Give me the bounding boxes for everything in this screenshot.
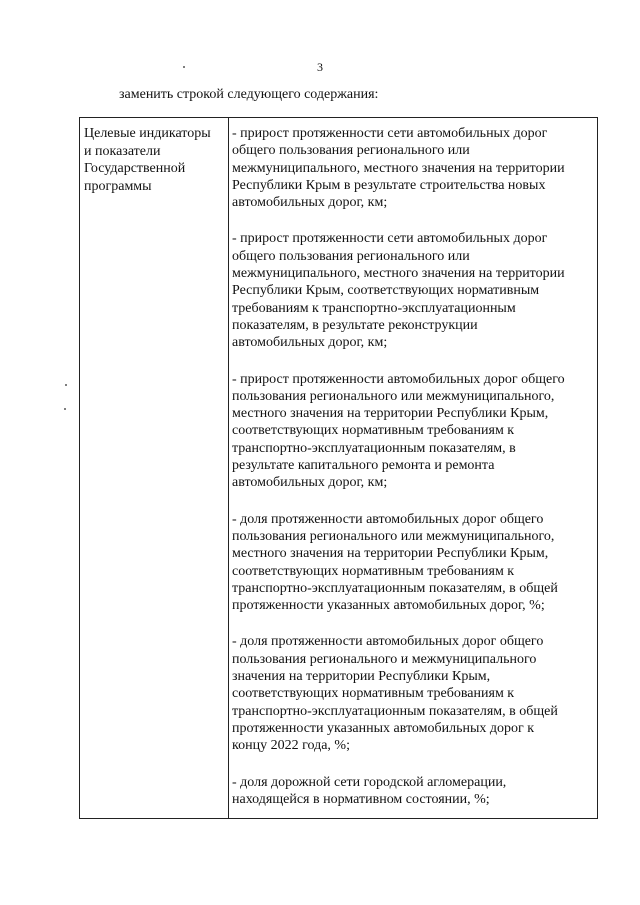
indicators-table: [79, 117, 598, 819]
indicator-line: соответствующих нормативным требованиям к: [232, 686, 515, 702]
indicator-line: соответствующих нормативным требованиям к: [232, 563, 515, 579]
indicator-line: межмуниципального, местного значения на территории: [232, 160, 565, 176]
indicators-content-cell: [232, 125, 596, 827]
indicator-line: - прирост протяженности сети автомобильных дорог: [232, 231, 548, 247]
label-line: и показатели: [84, 143, 161, 159]
indicator-item: [232, 511, 596, 615]
indicator-line: - прирост протяженности автомобильных дорог общего: [232, 371, 565, 387]
scan-speck: [64, 408, 66, 410]
indicator-line: соответствующих нормативным требованиям к: [232, 423, 515, 439]
indicator-item: [232, 774, 596, 809]
indicator-line: общего пользования регионального или: [232, 248, 470, 264]
indicators-label-cell: [84, 125, 226, 195]
indicator-line: - доля протяженности автомобильных дорог общего: [232, 511, 544, 527]
label-line: программы: [84, 178, 152, 194]
indicator-line: автомобильных дорог, км;: [232, 195, 388, 211]
column-divider: [228, 118, 229, 818]
indicator-line: Республики Крым в результате строительства новых: [232, 177, 546, 193]
indicator-line: требованиям к транспортно-эксплуатационным: [232, 300, 516, 316]
indicator-line: транспортно-эксплуатационным показателям, в: [232, 440, 516, 456]
indicator-line: находящейся в нормативном состоянии, %;: [232, 791, 490, 807]
indicator-line: пользования регионального или межмуниципального,: [232, 528, 555, 544]
indicator-item: [232, 633, 596, 754]
indicator-line: местного значения на территории Республики Крым,: [232, 546, 549, 562]
indicator-line: значения на территории Республики Крым,: [232, 669, 491, 685]
indicator-line: показателям, в результате реконструкции: [232, 317, 478, 333]
indicator-line: транспортно-эксплуатационным показателям, в общей: [232, 703, 558, 719]
indicator-line: результате капитального ремонта и ремонта: [232, 458, 495, 474]
indicator-line: межмуниципального, местного значения на территории: [232, 266, 565, 282]
indicator-line: пользования регионального или межмуниципального,: [232, 388, 555, 404]
indicator-item: [232, 371, 596, 492]
indicator-line: протяженности указанных автомобильных дорог к: [232, 720, 535, 736]
indicator-line: - доля дорожной сети городской агломерации,: [232, 774, 507, 790]
indicator-line: - доля протяженности автомобильных дорог общего: [232, 634, 544, 650]
label-line: Целевые индикаторы: [84, 126, 211, 141]
intro-text: заменить строкой следующего содержания:: [119, 87, 379, 102]
indicator-line: протяженности указанных автомобильных дорог, %;: [232, 598, 545, 614]
label-line: Государственной: [84, 161, 186, 176]
indicator-item: [232, 125, 596, 211]
indicator-line: транспортно-эксплуатационным показателям, в общей: [232, 580, 558, 596]
indicator-line: местного значения на территории Республики Крым,: [232, 406, 549, 422]
page-number: 3: [317, 60, 323, 74]
indicator-line: автомобильных дорог, км;: [232, 335, 388, 351]
indicator-line: - прирост протяженности сети автомобильных дорог: [232, 126, 548, 141]
indicator-line: автомобильных дорог, км;: [232, 475, 388, 491]
indicator-line: пользования регионального и межмуниципального: [232, 651, 537, 667]
scan-speck: [65, 384, 67, 386]
indicator-line: общего пользования регионального или: [232, 143, 470, 159]
indicator-item: [232, 230, 596, 351]
indicator-line: концу 2022 года, %;: [232, 738, 350, 754]
scan-speck: [183, 66, 185, 68]
indicator-line: Республики Крым, соответствующих нормативным: [232, 283, 540, 299]
